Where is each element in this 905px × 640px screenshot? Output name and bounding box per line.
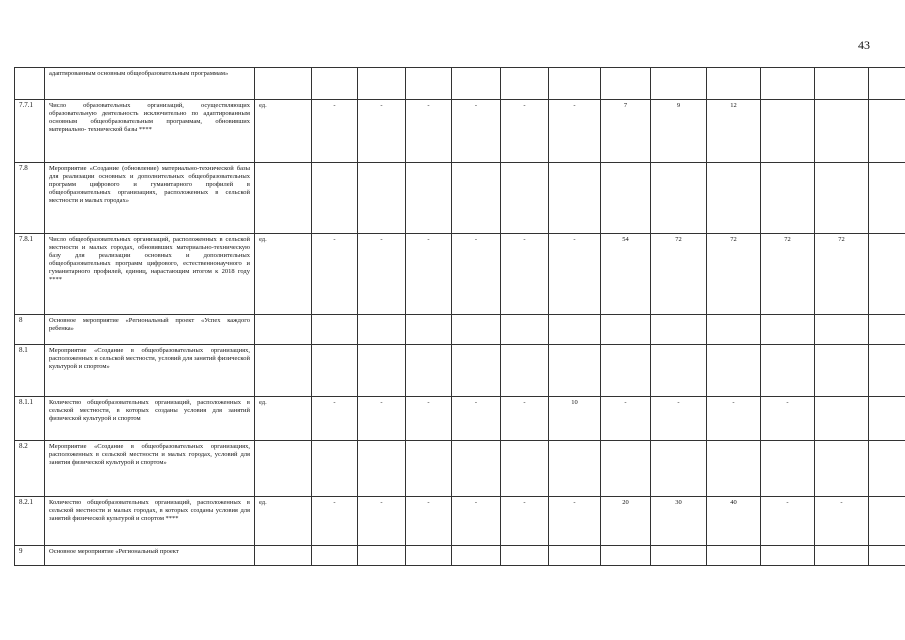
value-cell: -	[358, 100, 406, 163]
value-cell: -	[549, 234, 601, 315]
value-cell	[452, 163, 501, 234]
value-cell	[452, 68, 501, 100]
row-description: адаптированным основным общеобразовательным программам»	[45, 68, 255, 100]
row-unit: ед.	[255, 497, 312, 546]
value-cell	[501, 441, 549, 497]
value-cell: -	[312, 234, 358, 315]
value-cell: -	[452, 100, 501, 163]
table-row	[15, 100, 905, 163]
row-description: Количество общеобразовательных организаций, расположенных в сельской местности, в которых созданы условия для занятий физической культурой и спортом	[45, 397, 255, 441]
value-cell: -	[501, 397, 549, 441]
value-cell	[761, 315, 815, 345]
value-cell	[358, 68, 406, 100]
value-cell	[601, 315, 651, 345]
value-cell	[651, 68, 707, 100]
value-cell	[761, 546, 815, 566]
value-cell	[549, 546, 601, 566]
value-cell	[406, 163, 452, 234]
value-cell	[601, 441, 651, 497]
value-cell: 7	[601, 100, 651, 163]
value-cell: 20	[601, 497, 651, 546]
row-description: Мероприятие «Создание (обновление) материально-технической базы для реализации основных и дополнительных общеобразовательных программ цифрового и гуманитарного профилей в общеобразовательных организациях, расположенных в сельской местности и малых городах»	[45, 163, 255, 234]
table-row	[15, 546, 905, 566]
row-unit	[255, 546, 312, 566]
value-cell	[651, 441, 707, 497]
row-number: 7.8	[15, 163, 45, 234]
table-body	[15, 68, 905, 566]
value-cell: -	[501, 234, 549, 315]
value-cell	[312, 546, 358, 566]
row-unit	[255, 163, 312, 234]
value-cell	[601, 345, 651, 397]
value-cell	[707, 315, 761, 345]
value-cell: 72	[761, 234, 815, 315]
table-row	[15, 497, 905, 546]
value-cell: -	[501, 100, 549, 163]
value-cell	[601, 546, 651, 566]
value-cell: 40	[707, 497, 761, 546]
value-cell	[549, 345, 601, 397]
value-cell: -	[406, 100, 452, 163]
value-cell: -	[312, 100, 358, 163]
value-cell	[815, 315, 869, 345]
page-number: 43	[858, 38, 870, 52]
value-cell	[869, 315, 905, 345]
value-cell	[651, 315, 707, 345]
row-number: 8.2.1	[15, 497, 45, 546]
row-number: 9	[15, 546, 45, 566]
table-row	[15, 163, 905, 234]
value-cell	[312, 163, 358, 234]
value-cell	[312, 441, 358, 497]
value-cell	[501, 315, 549, 345]
value-cell	[869, 345, 905, 397]
value-cell: -	[358, 234, 406, 315]
row-unit: ед.	[255, 397, 312, 441]
value-cell: 72	[651, 234, 707, 315]
value-cell	[452, 345, 501, 397]
value-cell	[869, 397, 905, 441]
table-row	[15, 68, 905, 100]
value-cell	[869, 497, 905, 546]
value-cell	[549, 315, 601, 345]
value-cell	[869, 68, 905, 100]
value-cell	[761, 441, 815, 497]
row-unit: ед.	[255, 234, 312, 315]
value-cell	[815, 546, 869, 566]
value-cell	[651, 163, 707, 234]
value-cell: -	[358, 497, 406, 546]
value-cell: -	[358, 397, 406, 441]
value-cell: -	[452, 234, 501, 315]
value-cell	[601, 68, 651, 100]
row-description: Число образовательных организаций, осуществляющих образовательную деятельность исключительно по адаптированным основным общеобразовательным программам, обновивших материально- технической базы ****	[45, 100, 255, 163]
row-number: 8.2	[15, 441, 45, 497]
value-cell	[601, 163, 651, 234]
value-cell	[761, 163, 815, 234]
value-cell	[761, 345, 815, 397]
value-cell	[452, 315, 501, 345]
value-cell: -	[312, 397, 358, 441]
value-cell: -	[651, 397, 707, 441]
table-row	[15, 397, 905, 441]
value-cell	[406, 546, 452, 566]
value-cell: -	[601, 397, 651, 441]
row-number	[15, 68, 45, 100]
row-description: Основное мероприятие «Региональный проект «Успех каждого ребенка»	[45, 315, 255, 345]
value-cell: -	[549, 497, 601, 546]
value-cell	[549, 68, 601, 100]
row-unit	[255, 315, 312, 345]
value-cell: -	[452, 497, 501, 546]
table-row	[15, 315, 905, 345]
value-cell	[707, 441, 761, 497]
value-cell	[869, 441, 905, 497]
row-number: 8	[15, 315, 45, 345]
value-cell	[406, 68, 452, 100]
row-unit: ед.	[255, 100, 312, 163]
row-number: 8.1.1	[15, 397, 45, 441]
row-description: Основное мероприятие «Региональный проект	[45, 546, 255, 566]
value-cell	[358, 315, 406, 345]
value-cell	[815, 441, 869, 497]
value-cell	[358, 546, 406, 566]
value-cell: 54	[601, 234, 651, 315]
row-unit	[255, 345, 312, 397]
value-cell: 12	[707, 100, 761, 163]
row-description: Число общеобразовательных организаций, расположенных в сельской местности и малых городах, обновивших материально-техническую базу для реализации основных и дополнительных общеобразовательных программ цифрового, естественнонаучного и гуманитарного профилей, единиц, нарастающим итогом к 2018 году ****	[45, 234, 255, 315]
value-cell	[358, 163, 406, 234]
value-cell: -	[501, 497, 549, 546]
value-cell	[501, 546, 549, 566]
value-cell: -	[815, 497, 869, 546]
value-cell	[869, 546, 905, 566]
row-description: Количество общеобразовательных организаций, расположенных в сельской местности и малых городах, в которых созданы условия для занятий физической культурой и спортом ****	[45, 497, 255, 546]
value-cell	[815, 397, 869, 441]
value-cell	[651, 345, 707, 397]
value-cell	[707, 546, 761, 566]
value-cell	[358, 345, 406, 397]
value-cell	[707, 68, 761, 100]
value-cell: -	[406, 234, 452, 315]
value-cell: -	[549, 100, 601, 163]
row-unit	[255, 68, 312, 100]
value-cell	[869, 163, 905, 234]
value-cell: -	[761, 397, 815, 441]
indicators-table	[14, 67, 905, 566]
value-cell: -	[452, 397, 501, 441]
value-cell	[501, 68, 549, 100]
value-cell	[358, 441, 406, 497]
value-cell	[761, 100, 815, 163]
value-cell: -	[761, 497, 815, 546]
value-cell: 30	[651, 497, 707, 546]
value-cell	[452, 441, 501, 497]
value-cell	[549, 163, 601, 234]
value-cell: 9	[651, 100, 707, 163]
row-number: 8.1	[15, 345, 45, 397]
value-cell: 72	[815, 234, 869, 315]
value-cell	[312, 345, 358, 397]
row-description: Мероприятие «Создание в общеобразовательных организациях, расположенных в сельской местности и малых городах, условий для занятия физической культурой и спортом»	[45, 441, 255, 497]
value-cell	[312, 68, 358, 100]
value-cell	[869, 100, 905, 163]
value-cell	[406, 345, 452, 397]
value-cell	[869, 234, 905, 315]
row-number: 7.8.1	[15, 234, 45, 315]
table-row	[15, 345, 905, 397]
value-cell: 10	[549, 397, 601, 441]
row-description: Мероприятие «Создание в общеобразовательных организациях, расположенных в сельской местности, условий для занятий физической культурой и спортом»	[45, 345, 255, 397]
value-cell	[815, 68, 869, 100]
value-cell	[815, 163, 869, 234]
value-cell	[651, 546, 707, 566]
value-cell: -	[406, 497, 452, 546]
value-cell	[815, 345, 869, 397]
value-cell	[501, 163, 549, 234]
value-cell	[707, 345, 761, 397]
row-unit	[255, 441, 312, 497]
value-cell	[406, 315, 452, 345]
value-cell: -	[406, 397, 452, 441]
value-cell	[815, 100, 869, 163]
value-cell	[312, 315, 358, 345]
value-cell: -	[312, 497, 358, 546]
value-cell: 72	[707, 234, 761, 315]
value-cell	[406, 441, 452, 497]
value-cell	[452, 546, 501, 566]
value-cell	[707, 163, 761, 234]
value-cell: -	[707, 397, 761, 441]
table-row	[15, 441, 905, 497]
value-cell	[761, 68, 815, 100]
value-cell	[549, 441, 601, 497]
table-row	[15, 234, 905, 315]
row-number: 7.7.1	[15, 100, 45, 163]
value-cell	[501, 345, 549, 397]
